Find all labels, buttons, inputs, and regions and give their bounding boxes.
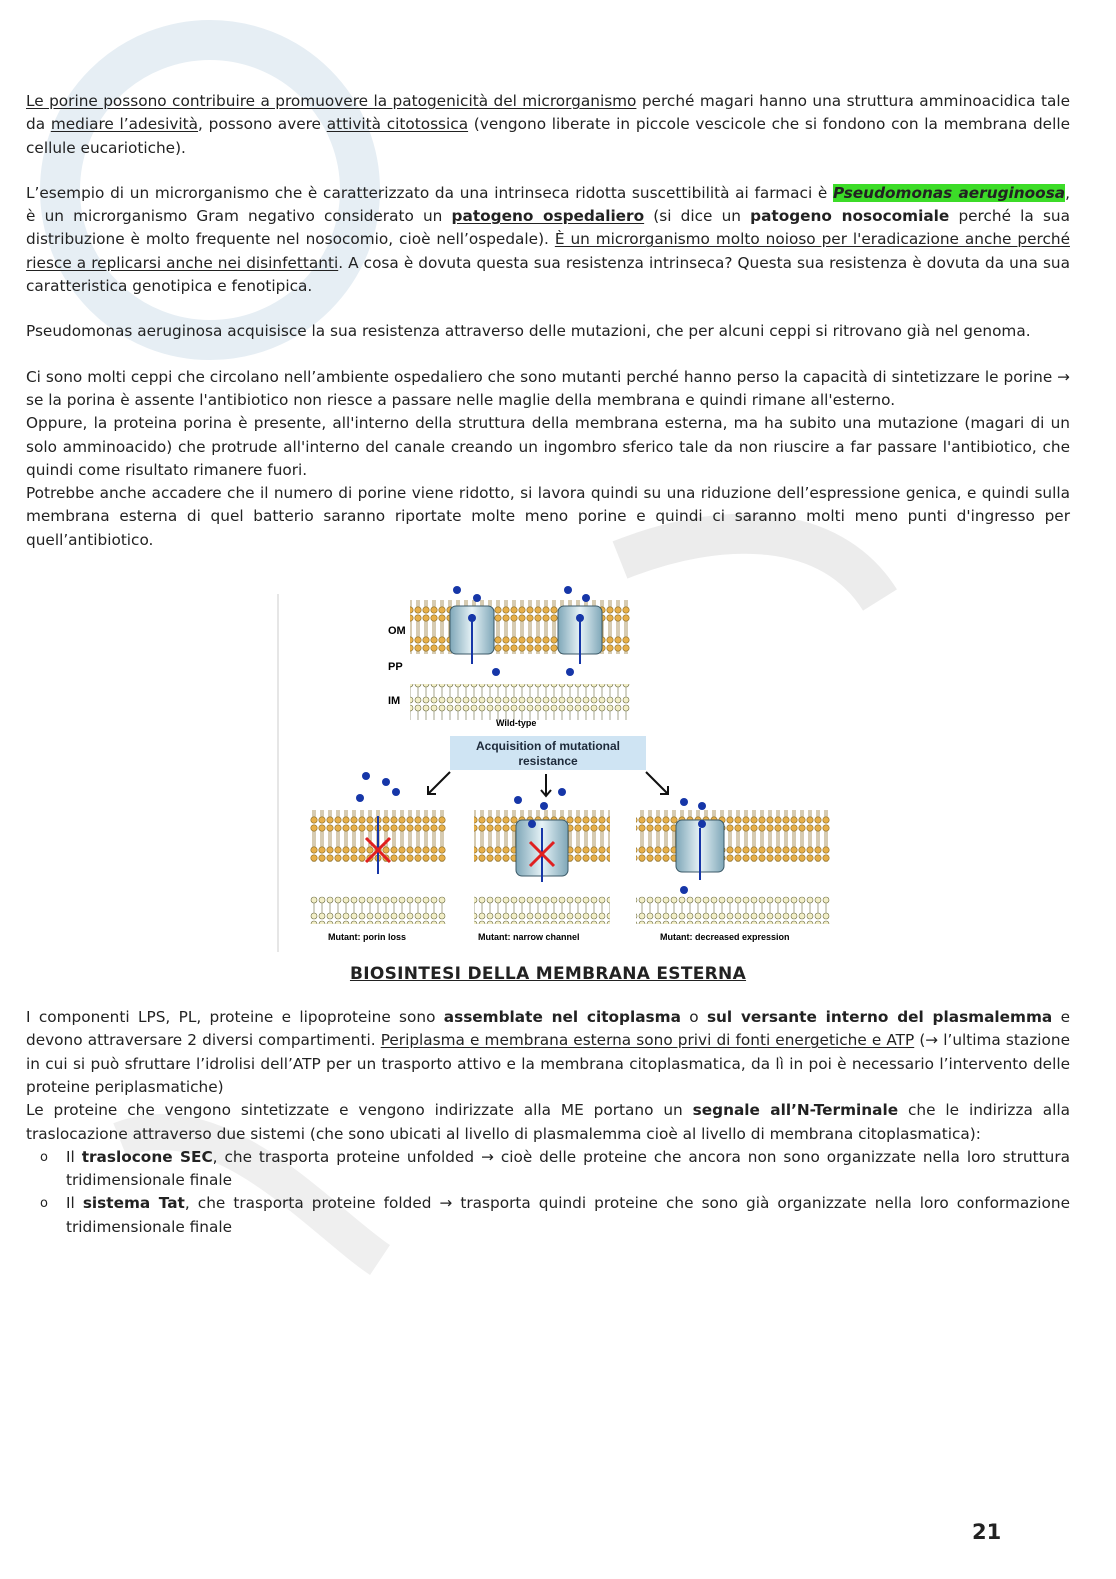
porin-diagram	[270, 584, 830, 954]
arrows	[428, 772, 668, 796]
paragraph-proteine	[26, 1099, 1070, 1146]
bold-underlined-term: patogeno ospedaliero	[451, 207, 645, 226]
text: (→ l’ultima stazione in cui si può sfruttare l’idrolisi dell’ATP per un trasporto attivo e la membrana citoplasmatica, da lì in poi è necessario l’intervento delle proteine periplasmatiche)	[26, 1031, 1070, 1096]
wild-type-label: Wild-type	[496, 718, 537, 729]
text: Il	[66, 1194, 83, 1213]
translocation-list	[26, 1146, 1070, 1239]
paragraph-pseudomonas	[26, 182, 1070, 298]
text: o	[680, 1008, 707, 1027]
box-line-1: Acquisition of mutational	[476, 739, 620, 754]
text: e devono attraversare 2 diversi compartimenti.	[26, 1008, 1071, 1050]
im-label: IM	[388, 695, 401, 708]
text: , che trasporta proteine folded → trasporta quindi proteine che sono già organizzate nella loro conformazione tridimensionale finale	[66, 1194, 1071, 1236]
bold-term: segnale all’N-Terminale	[692, 1101, 899, 1120]
text: L’esempio di un microrganismo che è caratterizzato da una intrinseca ridotta suscettibilità ai farmaci è	[26, 183, 834, 202]
bold-term: assemblate nel citoplasma	[443, 1008, 681, 1027]
om-label: OM	[388, 625, 406, 638]
underlined-text: È un microrganismo molto noioso per l'eradicazione anche perché riesce a replicarsi anche nei disinfettanti	[26, 230, 1070, 272]
underlined-text: Le porine possono contribuire a promuovere la patogenicità del microrganismo	[26, 92, 637, 110]
text: che le indirizza alla traslocazione attraverso due sistemi (che sono ubicati al livello di plasmalemma cioè al livello di membrana citoplasmatica):	[26, 1101, 1070, 1143]
mutant-2-label: Mutant: narrow channel	[478, 932, 580, 943]
page-content	[26, 90, 1070, 1239]
text: perché la sua distribuzione è molto frequente nel nosocomio, cioè nell’ospedale).	[26, 207, 1071, 249]
text: (vengono liberate in piccole vescicole che si fondono con la membrana delle cellule eucariotiche).	[26, 115, 1071, 157]
box-line-2: resistance	[518, 754, 578, 769]
underlined-text: mediare l’adesività	[50, 115, 199, 134]
list-item	[66, 1146, 1070, 1193]
porin-figure	[26, 584, 1070, 954]
page-number: 21	[972, 1520, 1002, 1544]
bold-term: patogeno nosocomiale	[750, 207, 950, 226]
paragraph-ceppi: Ci sono molti ceppi che circolano nell’ambiente ospedaliero che sono mutanti perché hanno perso la capacità di sintetizzare le porine → se la porina è assente l'antibiotico non riesce a passare nelle maglie della membrana e quindi rimane all'esterno.	[26, 367, 1070, 409]
paragraph-riduzione: Potrebbe anche accadere che il numero di porine viene ridotto, si lavora quindi su una riduzione dell’espressione genica, e quindi sulla membrana esterna di quel batterio saranno riportate molte meno porine e quindi ci saranno molti meno punti d'ingresso per quell’antibiotico.	[26, 484, 1070, 549]
mutant-1-label: Mutant: porin loss	[328, 932, 406, 943]
text: I componenti LPS, PL, proteine e lipoproteine sono	[26, 1008, 444, 1027]
text: . A cosa è dovuta questa sua resistenza intrinseca? Questa sua resistenza è dovuta da una sua caratteristica genotipica e fenotipica.	[26, 253, 1070, 296]
bold-term: sul versante interno del plasmalemma	[706, 1008, 1053, 1027]
bold-term: sistema Tat	[82, 1194, 185, 1213]
pp-label: PP	[388, 661, 403, 674]
paragraph-componenti	[26, 1006, 1070, 1099]
underlined-text: Periplasma e membrana esterna sono privi di fonti energetiche e ATP	[380, 1031, 915, 1050]
text: , possono avere	[198, 115, 327, 134]
bold-term: traslocone SEC	[81, 1147, 213, 1166]
text: perché magari hanno una struttura amminoacidica tale da	[26, 92, 1070, 134]
highlighted-species: Pseudomonas aeruginoosa	[833, 183, 1066, 202]
text: , è un microrganismo Gram negativo considerato un	[26, 183, 1070, 226]
section-heading: BIOSINTESI DELLA MEMBRANA ESTERNA	[349, 964, 747, 985]
text: , che trasporta proteine unfolded → cioè delle proteine che ancora non sono organizzate nella loro struttura tridimensionale finale	[66, 1147, 1070, 1190]
text: Le proteine che vengono sintetizzate e vengono indirizzate alla ME portano un	[26, 1101, 693, 1120]
mutant-3-label: Mutant: decreased expression	[660, 932, 790, 943]
text: Il	[66, 1147, 82, 1166]
list-item	[66, 1192, 1070, 1239]
paragraph-mutazioni: Pseudomonas aeruginosa acquisisce la sua resistenza attraverso delle mutazioni, che per alcuni ceppi si ritrovano già nel genoma.	[26, 322, 1031, 341]
text: (si dice un	[644, 207, 751, 226]
underlined-text: attività citotossica	[326, 115, 469, 134]
paragraph-porine	[26, 90, 1070, 160]
paragraph-oppure: Oppure, la proteina porina è presente, all'interno della struttura della membrana esterna, ma ha subito una mutazione (magari di un solo amminoacido) che protrude all'interno del canale creando un ingombro sferico tale da non riuscire a far passare l'antibiotico, che quindi come risultato rimanere fuori.	[26, 414, 1070, 479]
inner-membrane	[410, 684, 630, 720]
